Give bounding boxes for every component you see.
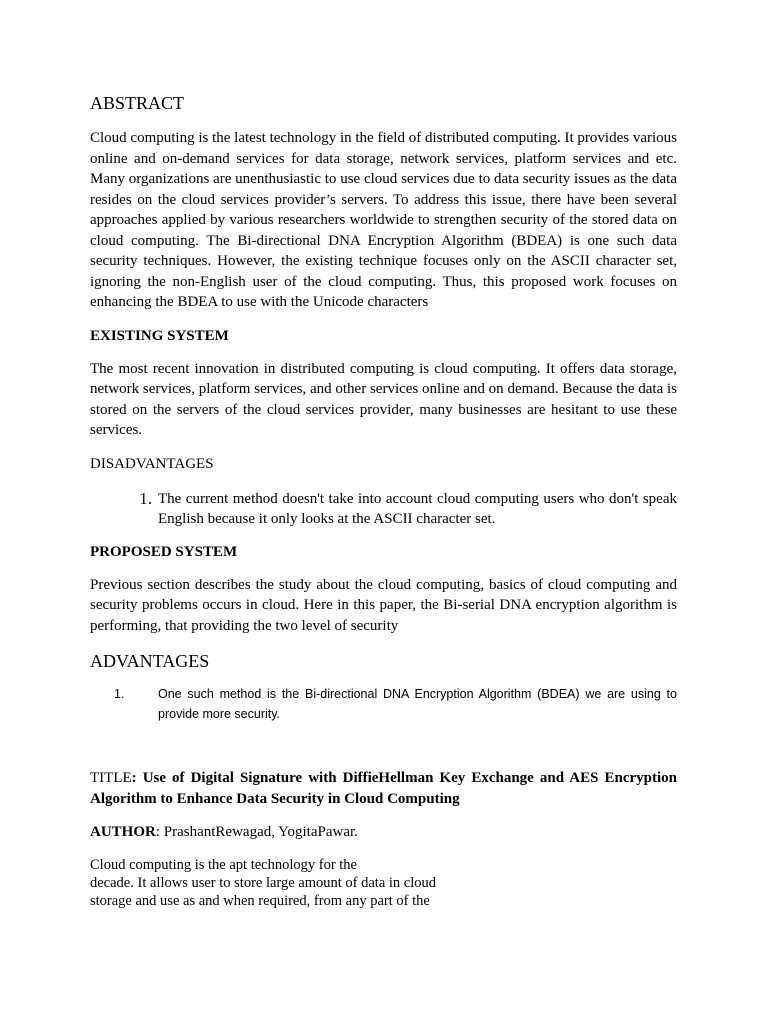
document-content: [90, 92, 677, 910]
list-item-number: 1.: [114, 687, 125, 701]
author-label: AUTHOR: [90, 824, 156, 840]
abstract-heading: ABSTRACT: [90, 93, 185, 113]
author-names: : PrashantRewagad, YogitaPawar.: [155, 824, 358, 840]
intro-line: Cloud computing is the apt technology for the: [90, 857, 357, 873]
advantages-heading: ADVANTAGES: [90, 651, 210, 671]
disadvantages-heading: DISADVANTAGES: [90, 455, 214, 472]
list-item-text: The current method doesn't take into account cloud computing users who don't speak English because it only looks at the ASCII character set.: [158, 490, 677, 527]
proposed-system-body: Previous section describes the study about the cloud computing, basics of cloud computing and security problems occurs in cloud. Here in this paper, the Bi-serial DNA encryption algorithm is performing, that providing the two level of security: [90, 576, 677, 634]
existing-system-body: The most recent innovation in distributed computing is cloud computing. It offers data storage, network services, platform services, and other services online and on demand. Because the data is stored on the servers of the cloud services provider, many businesses are hesitant to use these services.: [90, 360, 677, 438]
proposed-system-heading: PROPOSED SYSTEM: [90, 543, 238, 560]
advantages-list-item: [90, 684, 677, 724]
intro-line: decade. It allows user to store large amount of data in cloud: [90, 875, 437, 891]
abstract-body: Cloud computing is the latest technology in the field of distributed computing. It provides various online and on-demand services for data storage, network services, platform services and etc. Many organizations are unenthusiastic to use cloud services due to data security issues as the data resides on the cloud services provider’s servers. To address this issue, there have been several approaches applied by various researchers worldwide to strengthen security of the stored data on cloud computing. The Bi-directional DNA Encryption Algorithm (BDEA) is one such data security techniques. However, the existing technique focuses only on the ASCII character set, ignoring the non-English user of the cloud computing. Thus, this proposed work focuses on enhancing the BDEA to use with the Unicode characters: [90, 130, 677, 310]
list-item-number: 1.: [139, 488, 152, 508]
title-label: TITLE: [90, 770, 132, 786]
paper-author: [90, 822, 677, 842]
disadvantages-list-item: [90, 489, 677, 530]
paper-intro: [90, 856, 450, 910]
intro-line: storage and use as and when required, from any part of the: [90, 893, 430, 909]
existing-system-heading: EXISTING SYSTEM: [90, 327, 229, 344]
title-text: : Use of Digital Signature with DiffieHellman Key Exchange and AES Encryption Algorithm to Enhance Data Security in Cloud Computing: [90, 770, 677, 807]
paper-title: [90, 768, 677, 810]
list-item-text: One such method is the Bi-directional DNA Encryption Algorithm (BDEA) we are using to provide more security.: [158, 687, 677, 721]
